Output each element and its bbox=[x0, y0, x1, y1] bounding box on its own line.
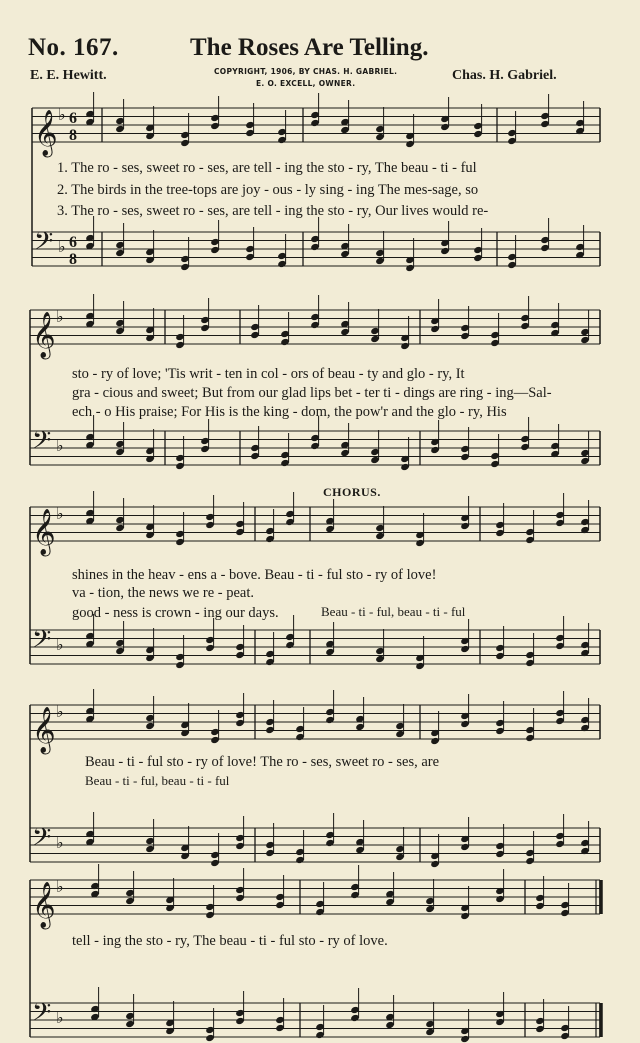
key-flat: ♭ bbox=[58, 105, 66, 124]
bass-clef: 𝄢 bbox=[32, 998, 52, 1033]
key-flat: ♭ bbox=[58, 237, 66, 256]
hymn-number: No. 167. bbox=[28, 34, 119, 61]
lyric-line: gra - cious and sweet; But from our glad lips bet - ter ti - dings are ring - ing—Sal- bbox=[72, 385, 552, 401]
time-signature: 8 bbox=[69, 127, 77, 144]
chorus-label: CHORUS. bbox=[323, 485, 381, 499]
hymn-title: The Roses Are Telling. bbox=[190, 34, 429, 61]
key-flat: ♭ bbox=[56, 833, 64, 852]
lyric-line: ech - o His praise; For His is the king - dom, the pow'r and the glo - ry, His bbox=[72, 404, 507, 420]
treble-clef: 𝄞 bbox=[32, 882, 56, 928]
key-flat: ♭ bbox=[56, 702, 64, 721]
lyric-line: 3. The ro - ses, sweet ro - ses, are tell - ing the sto - ry, Our lives would re- bbox=[57, 203, 489, 219]
copyright-owner: E. O. EXCELL, OWNER. bbox=[256, 79, 356, 88]
bass-clef: 𝄢 bbox=[32, 823, 52, 858]
key-flat: ♭ bbox=[56, 1008, 64, 1027]
echo-lyric: Beau - ti - ful, beau - ti - ful bbox=[85, 773, 230, 788]
echo-lyric: Beau - ti - ful, beau - ti - ful bbox=[321, 604, 466, 619]
time-signature: 8 bbox=[69, 251, 77, 268]
lyric-line: good - ness is crown - ing our days. bbox=[72, 605, 279, 621]
treble-clef: 𝄞 bbox=[32, 312, 56, 358]
time-signature: 6 bbox=[69, 110, 77, 127]
key-flat: ♭ bbox=[56, 877, 64, 896]
composer: Chas. H. Gabriel. bbox=[452, 68, 557, 83]
bass-clef: 𝄢 bbox=[32, 426, 52, 461]
lyric-line: 2. The birds in the tree-tops are joy - ous - ly sing - ing The mes-sage, so bbox=[57, 182, 479, 198]
key-flat: ♭ bbox=[56, 436, 64, 455]
key-flat: ♭ bbox=[56, 635, 64, 654]
time-signature: 6 bbox=[69, 234, 77, 251]
lyric-line: sto - ry of love; 'Tis writ - ten in col - ors of beau - ty and glo - ry, It bbox=[72, 366, 465, 382]
bass-clef: 𝄢 bbox=[34, 227, 54, 262]
treble-clef: 𝄞 bbox=[32, 509, 56, 555]
copyright-line: COPYRIGHT, 1906, BY CHAS. H. GABRIEL. bbox=[214, 67, 398, 76]
lyric-line: shines in the heav - ens a - bove. Beau - ti - ful sto - ry of love! bbox=[72, 567, 437, 583]
key-flat: ♭ bbox=[56, 307, 64, 326]
lyricist: E. E. Hewitt. bbox=[30, 68, 107, 83]
lyric-line: tell - ing the sto - ry, The beau - ti - ful sto - ry of love. bbox=[72, 933, 388, 949]
lyric-line: 1. The ro - ses, sweet ro - ses, are tell - ing the sto - ry, The beau - ti - ful bbox=[57, 160, 477, 176]
treble-clef: 𝄞 bbox=[34, 110, 58, 156]
lyric-line: va - tion, the news we re - peat. bbox=[72, 585, 254, 601]
key-flat: ♭ bbox=[56, 504, 64, 523]
lyric-line: Beau - ti - ful sto - ry of love! The ro - ses, sweet ro - ses, are bbox=[85, 754, 440, 770]
bass-clef: 𝄢 bbox=[32, 625, 52, 660]
treble-clef: 𝄞 bbox=[32, 707, 56, 753]
